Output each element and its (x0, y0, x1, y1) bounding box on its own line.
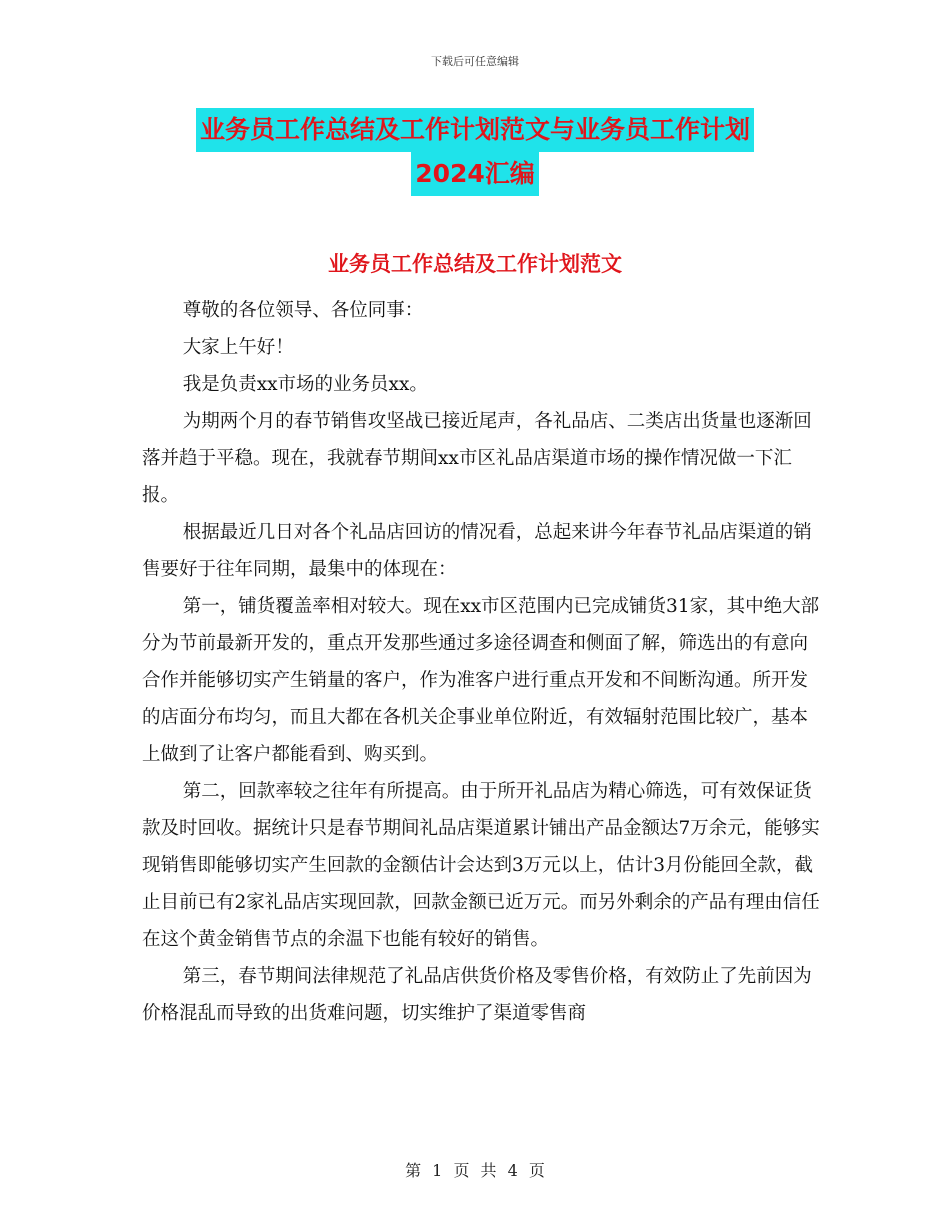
header-note: 下载后可任意编辑 (431, 55, 519, 68)
page-footer: 第 1 页 共 4 页 (405, 1161, 545, 1180)
body-paragraph: 大家上午好！ (182, 337, 294, 358)
greeting-paragraph: 尊敬的各位领导、各位同事： (182, 300, 424, 321)
document-title-line-2: 2024汇编 (411, 152, 539, 196)
document-body (142, 292, 822, 1032)
section-title: 业务员工作总结及工作计划范文 (328, 252, 622, 276)
document-title (0, 108, 950, 196)
body-paragraph: 根据最近几日对各个礼品店回访的情况看，总起来讲今年春节礼品店渠道的销售要好于往年同期，最集中的体现在： (142, 522, 812, 580)
document-title-line-1: 业务员工作总结及工作计划范文与业务员工作计划 (196, 108, 754, 152)
body-paragraph: 我是负责xx市场的业务员xx。 (182, 374, 428, 395)
body-paragraph: 为期两个月的春节销售攻坚战已接近尾声，各礼品店、二类店出货量也逐渐回落并趋于平稳。现在，我就春节期间xx市区礼品店渠道市场的操作情况做一下汇报。 (142, 411, 812, 506)
body-paragraph: 第一，铺货覆盖率相对较大。现在xx市区范围内已完成铺货31家，其中绝大部分为节前最新开发的，重点开发那些通过多途径调查和侧面了解，筛选出的有意向合作并能够切实产生销量的客户，作为准客户进行重点开发和不间断沟通。所开发的店面分布均匀，而且大都在各机关企事业单位附近，有效辐射范围比较广，基本上做到了让客户都能看到、购买到。 (142, 596, 820, 765)
body-paragraph: 第三，春节期间法律规范了礼品店供货价格及零售价格，有效防止了先前因为价格混乱而导致的出货难问题，切实维护了渠道零售商 (142, 966, 812, 1024)
body-paragraph: 第二，回款率较之往年有所提高。由于所开礼品店为精心筛选，可有效保证货款及时回收。据统计只是春节期间礼品店渠道累计铺出产品金额达7万余元，能够实现销售即能够切实产生回款的金额估计会达到3万元以上，估计3月份能回全款，截止目前已有2家礼品店实现回款，回款金额已近万元。而另外剩余的产品有理由信任在这个黄金销售节点的余温下也能有较好的销售。 (142, 781, 820, 950)
